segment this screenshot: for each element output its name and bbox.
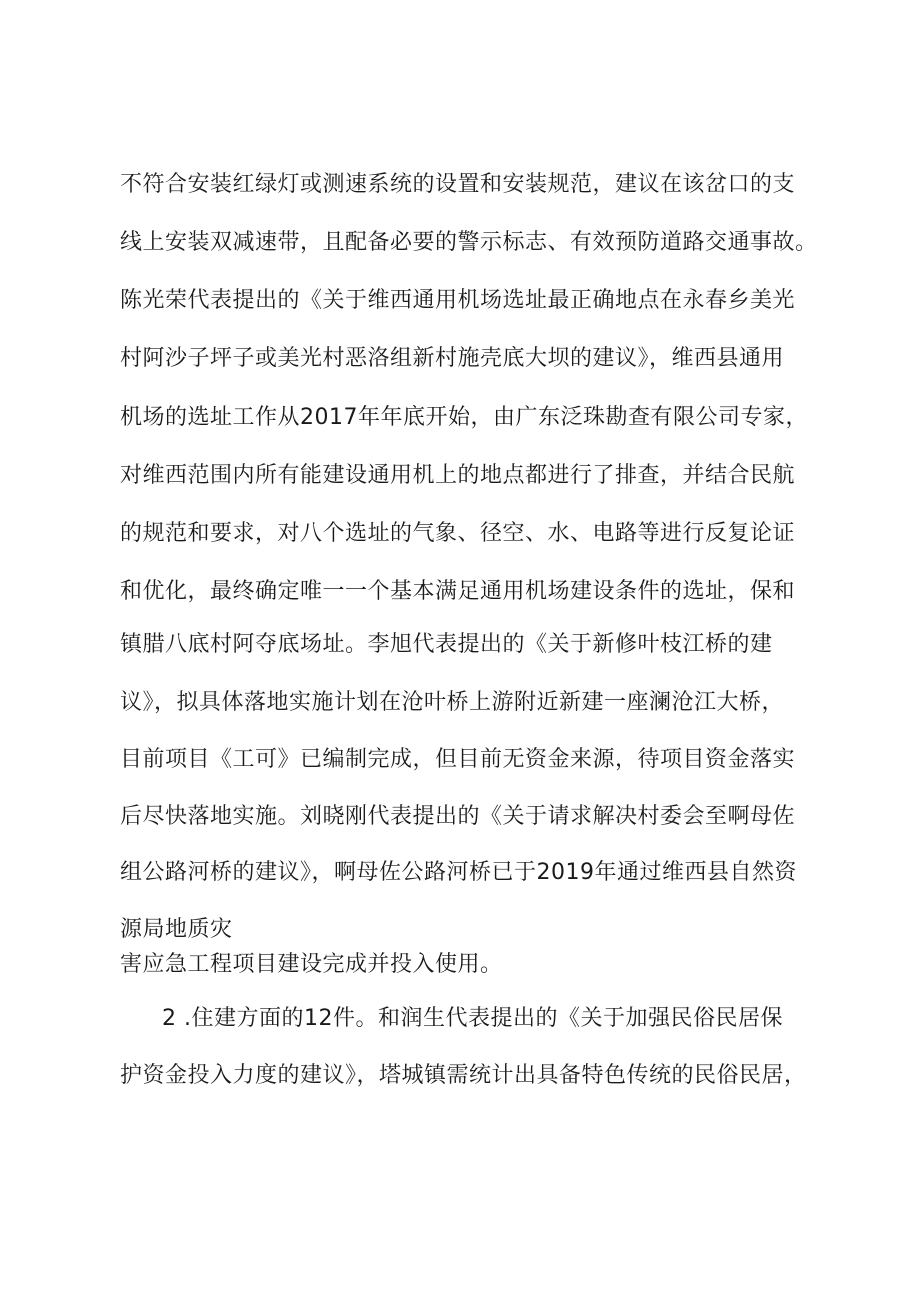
text-line: 议》，拟具体落地实施计划在沧叶桥上游附近新建一座澜沧江大桥， [120, 690, 785, 715]
text-line: 镇腊八底村阿夺底场址。李旭代表提出的《关于新修叶枝江桥的建 [120, 632, 773, 657]
text-line: 陈光荣代表提出的《关于维西通用机场选址最正确地点在永春乡美光 [120, 288, 796, 313]
text-line: 源局地质灾 [120, 917, 233, 942]
text-line: 和优化，最终确定唯一一个基本满足通用机场建设条件的选址，保和 [120, 579, 796, 604]
text-line: 机场的选址工作从2017年年底开始，由广东泛珠勘查有限公司专家， [120, 405, 808, 430]
text-line: 不符合安装红绿灯或测速系统的设置和安装规范，建议在该岔口的支 [120, 172, 796, 197]
text-line: 护资金投入力度的建议》，塔城镇需统计出具备特色传统的民俗民居， [120, 1063, 807, 1088]
text-line: 的规范和要求，对八个选址的气象、径空、水、电路等进行反复论证 [120, 521, 796, 546]
text-line: 线上安装双减速带，且配备必要的警示标志、有效预防道路交通事故。 [120, 230, 818, 255]
text-line: 组公路河桥的建议》，啊母佐公路河桥已于2019年通过维西县自然资 [120, 860, 797, 885]
text-line: 害应急工程项目建设完成并投入使用。 [120, 952, 503, 977]
section-heading-line: 2 .住建方面的12件。和润生代表提出的《关于加强民俗民居保 [162, 1006, 783, 1031]
text-line: 目前项目《工可》已编制完成，但目前无资金来源，待项目资金落实 [120, 747, 796, 772]
text-line: 村阿沙子坪子或美光村恶洛组新村施壳底大坝的建议》，维西县通用 [120, 346, 785, 371]
text-line: 后尽快落地实施。刘晓刚代表提出的《关于请求解决村委会至啊母佐 [120, 804, 796, 829]
text-line: 对维西范围内所有能建设通用机上的地点都进行了排查，并结合民航 [120, 463, 796, 488]
